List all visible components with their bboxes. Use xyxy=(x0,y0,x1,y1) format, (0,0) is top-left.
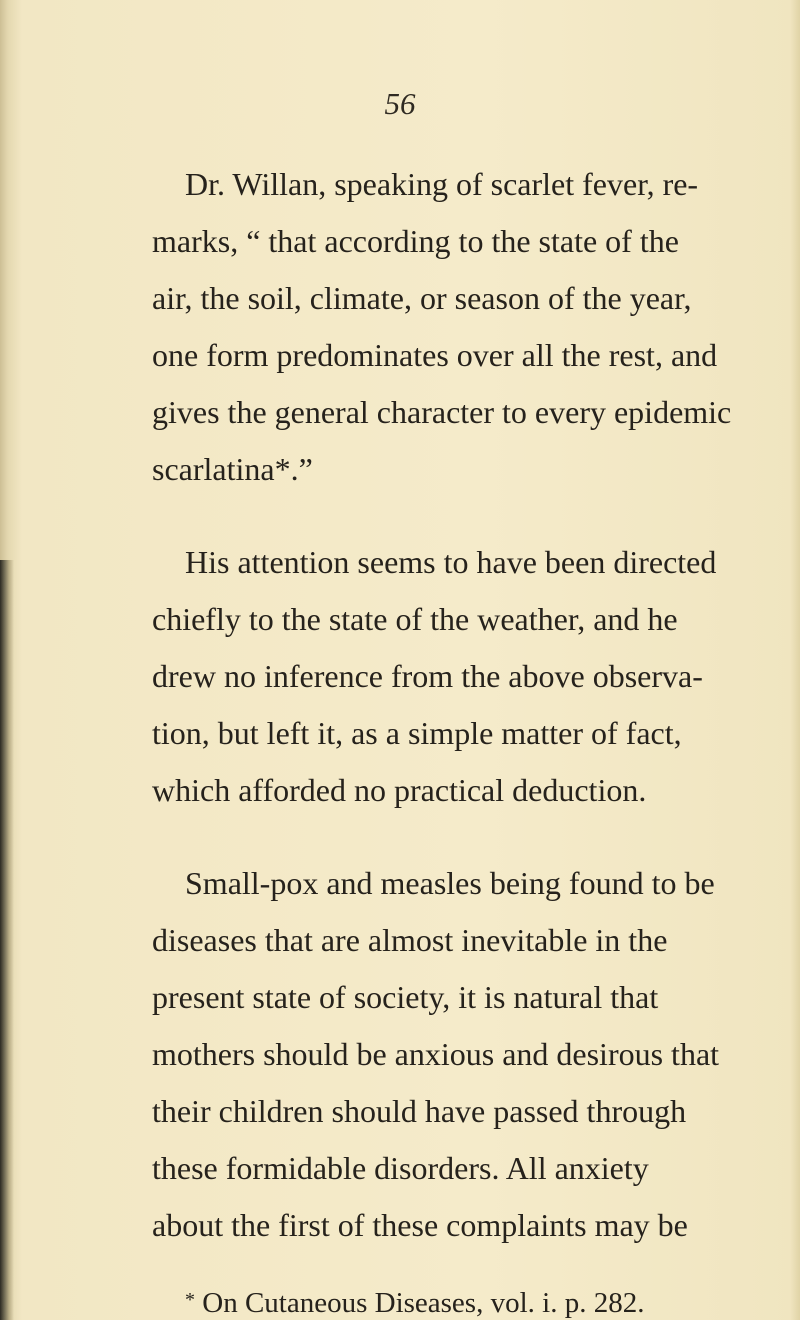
book-spine-shadow xyxy=(0,560,14,1320)
paragraph-3-line-2: diseases that are almost inevitable in the xyxy=(152,922,668,958)
paragraph-1-line-6: scarlatina*.” xyxy=(152,451,313,487)
page-number: 56 xyxy=(384,86,416,121)
footnote-mark: * xyxy=(185,1289,195,1311)
paragraph-2-line-2: chiefly to the state of the weather, and he xyxy=(152,601,678,637)
paragraph-3-line-3: present state of society, it is natural that xyxy=(152,979,659,1015)
paragraph-1-line-2: marks, “ that according to the state of the xyxy=(152,223,679,259)
paragraph-3-line-4: mothers should be anxious and desirous that xyxy=(152,1036,720,1072)
footnote xyxy=(185,1287,800,1320)
paragraph-2-line-4: tion, but left it, as a simple matter of fact, xyxy=(152,715,682,751)
footnote-text: On Cutaneous Diseases, vol. i. p. 282. xyxy=(202,1287,645,1319)
paragraph-2-line-5: which afforded no practical deduction. xyxy=(152,772,647,808)
paragraph-1-line-5: gives the general character to every epidemic xyxy=(152,394,732,430)
paragraph-2-line-3: drew no inference from the above observa- xyxy=(152,658,703,694)
paragraph-1-line-1: Dr. Willan, speaking of scarlet fever, re- xyxy=(185,166,699,202)
paragraph-3-line-7: about the first of these complaints may be xyxy=(152,1207,688,1243)
paragraph-3-line-6: these formidable disorders. All anxiety xyxy=(152,1150,649,1186)
paragraph-1-line-3: air, the soil, climate, or season of the year, xyxy=(152,280,692,316)
paragraph-3-line-1: Small-pox and measles being found to be xyxy=(185,865,715,901)
paragraph-3-line-5: their children should have passed through xyxy=(152,1093,687,1129)
paragraph-2-line-1: His attention seems to have been directed xyxy=(185,544,717,580)
paragraph-1-line-4: one form predominates over all the rest, and xyxy=(152,337,718,373)
